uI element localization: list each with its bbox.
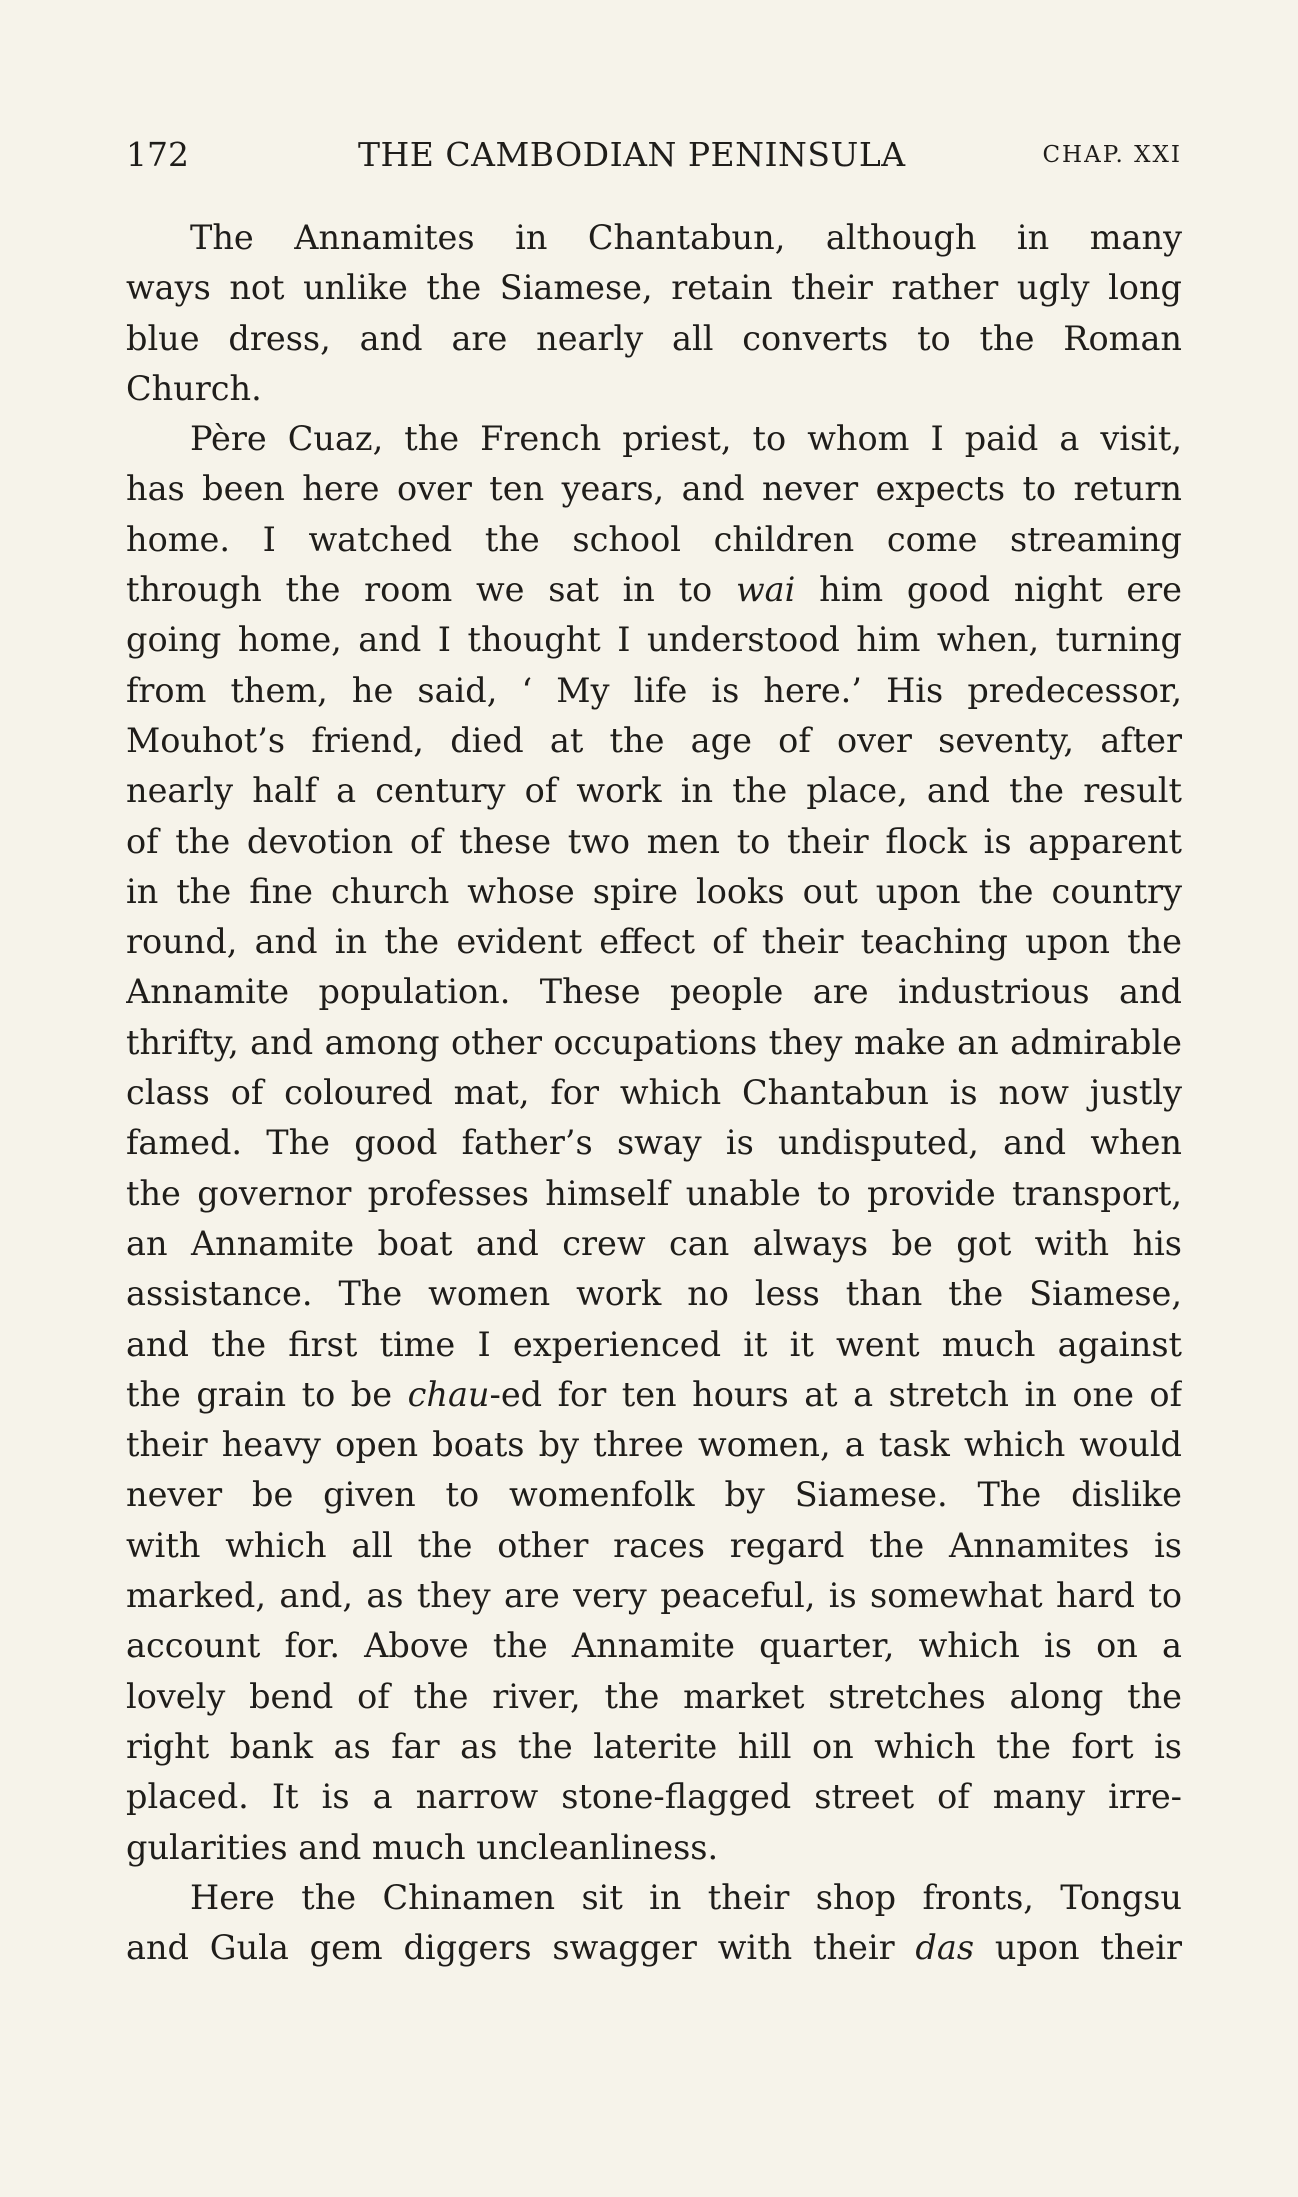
text-line: assistance. The women work no less than the Siamese, (126, 1274, 1182, 1314)
text-line: marked, and, as they are very peaceful, is somewhat hard to (126, 1576, 1182, 1616)
text-line: and the first time I experienced it it went much against (126, 1324, 1182, 1364)
text-line: lovely bend of the river, the market stretches along the (126, 1676, 1182, 1716)
text-line: Annamite population. These people are industrious and (126, 972, 1182, 1012)
text-line: the governor professes himself unable to provide transport, (126, 1173, 1182, 1213)
text-line: account for. Above the Annamite quarter, which is on a (126, 1626, 1182, 1666)
running-head (126, 130, 1182, 180)
text-line: blue dress, and are nearly all converts to the Roman (126, 318, 1182, 358)
text-line: from them, he said, ‘ My life is here.’ His predecessor, (126, 670, 1182, 710)
text-line-with-italic: and Gula gem diggers swagger with their das upon their (126, 1928, 1182, 1968)
text-line: right bank as far as the laterite hill on which the fort is (126, 1726, 1182, 1766)
text-line: gularities and much uncleanliness. (126, 1827, 719, 1867)
text-line: class of coloured mat, for which Chantabun is now justly (126, 1073, 1182, 1113)
text-line: thrifty, and among other occupations they make an admirable (126, 1022, 1182, 1062)
text-line: Père Cuaz, the French priest, to whom I paid a visit, (190, 419, 1182, 459)
italic-word: chau (407, 1374, 490, 1414)
paragraph-3 (126, 1873, 1182, 1974)
text-line: of the devotion of these two men to their flock is apparent (126, 821, 1182, 861)
text-line: home. I watched the school children come streaming (126, 519, 1182, 559)
italic-word: das (915, 1928, 975, 1968)
text-line: an Annamite boat and crew can always be got with his (126, 1223, 1182, 1263)
text-line: in the fine church whose spire looks out upon the country (126, 871, 1182, 911)
text-line: going home, and I thought I understood him when, turning (126, 620, 1182, 660)
text-line: never be given to womenfolk by Siamese. The dislike (126, 1475, 1182, 1515)
page-number: 172 (126, 135, 189, 174)
paragraph-2 (126, 414, 1182, 1873)
paragraph-1 (126, 213, 1182, 414)
body-text (126, 213, 1182, 1973)
text-line-with-italic: the grain to be chau-ed for ten hours at a stretch in one of (126, 1374, 1182, 1414)
text-line: round, and in the evident effect of their teaching upon the (126, 922, 1182, 962)
running-title: THE CAMBODIAN PENINSULA (358, 135, 906, 174)
text-line: placed. It is a narrow stone-flagged street of many irre- (126, 1777, 1182, 1817)
text-line: has been here over ten years, and never expects to return (126, 469, 1182, 509)
text-line: Church. (126, 368, 262, 408)
text-line: famed. The good father’s sway is undisputed, and when (126, 1123, 1182, 1163)
text-line: Mouhot’s friend, died at the age of over seventy, after (126, 720, 1182, 760)
text-line: Here the Chinamen sit in their shop fronts, Tongsu (190, 1877, 1182, 1917)
text-line: ways not unlike the Siamese, retain their rather ugly long (126, 268, 1182, 308)
text-line: their heavy open boats by three women, a task which would (126, 1425, 1182, 1465)
text-line-with-italic: through the room we sat in to wai him good night ere (126, 570, 1182, 610)
text-line: with which all the other races regard the Annamites is (126, 1525, 1182, 1565)
italic-word: wai (735, 570, 796, 610)
text-line: The Annamites in Chantabun, although in many (190, 218, 1182, 257)
text-line: nearly half a century of work in the place, and the result (126, 771, 1182, 811)
chapter-label: CHAP. XXI (1042, 142, 1182, 168)
